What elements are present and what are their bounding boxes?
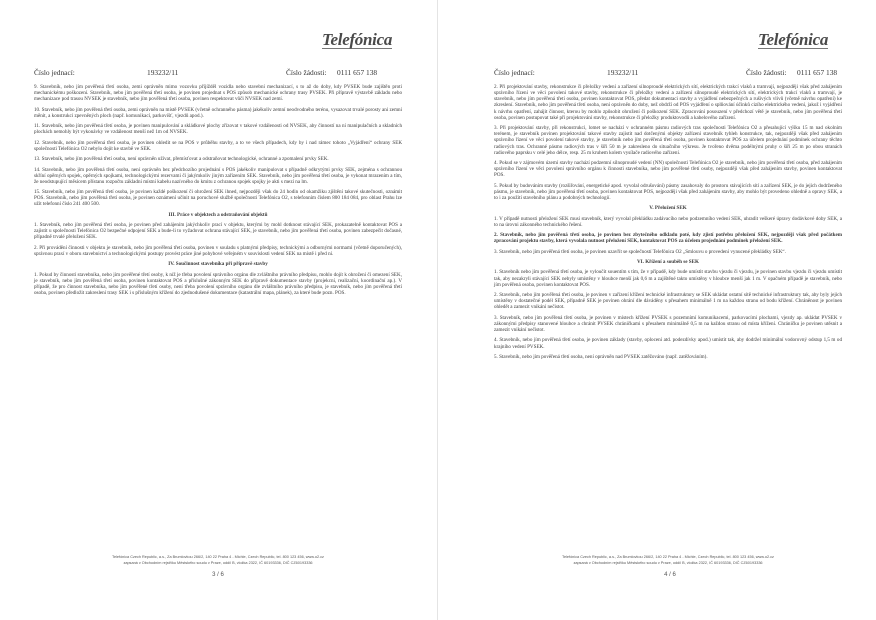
paragraph: 3. Stavebník, nebo jím pověřená třetí osoba, je povinen v místech křížení PVSEK s pozemnímí komunikacemi, parkovacími plochami, vjezdy ap. ukládat PVSEK v zákonnými předpisy stanovené hloubce a chránit PVSEK chráničkami s přesahem minimálně 0,5 m na každou stranu od místa křížení. Chráničku je povinen utěsnit a zamezit vnikání nečistot. <box>494 314 842 334</box>
paragraph: 1. Stavebník, nebo jím pověřená třetí osoba, je povinen před zahájením jakýchkoliv prací v objektu, kterými by mohl dotknout stávající SEK, prokazatelně kontaktovat POS a zajistit u společnosti Telefónica O2 bezpečné odpojení SEK a bude-li to vyžadovat ochrana stávající SEK, je stavebník, nebo jím pověřená třetí osoba, povinen zabezpečit dočasné, případně trvalé přeložení SEK. <box>34 222 402 241</box>
paragraph: 3. Stavebník, nebo jím pověřená třetí osoba, je povinen uzavřít se společností Telefónica O2 „Smlouvu o provedení vynucené překládky SEK“. <box>494 248 786 255</box>
page-4 <box>438 0 876 620</box>
paragraph: 14. Stavebník, nebo jím pověřená třetí osoba, není oprávněn bez předchozího projednání s POS jakékoliv manipulovat s případně odkrytými prvky SEK, zejména s ochrannou skříní opěrných spojek, opěrných spojkami, technologickými rezervami či jakýmkoliv jiným zařízením SEK. Stavebník, nebo jím pověřená třetí osoba, je vykonat mrazením a tím, že neodstupující měsícem přístanu rozpočtu základní místní kabelu nazívného do kmitu z ochranou spojek spojky je akti s mezí na lm. <box>34 166 402 185</box>
page-number: 4 / 6 <box>664 572 676 578</box>
footer-line: Telefónica Czech Republic, a.s., Za Brumlovkou 266/2, 140 22 Praha 4 - Michle, Czech Republic, tel. 800 123 456, www.o2.cz <box>562 555 774 559</box>
paragraph: 12. Stavebník, nebo jím pověřená třetí osoba, je povinen ohledit se na POS v průběhu stavby, a to ve všech případech, kdy by i nad rámec tohoto „Vyjádření“ ochrany SEK společnosti Telefónica O2 nebylo dojít ke stavbě ve SEK. <box>34 139 402 152</box>
page-body <box>34 84 402 300</box>
paragraph: 11. Stavebník, nebo jím pověřená třetí osoba, je povinen manipulování a skládkové plochy zřízovat v takové vzdálenosti od NVSEK, aby činností na ní manipulačních a skladních plochách nemohly být vykonávky ve vzdálenost menší než 1m od NVSEK. <box>34 123 402 136</box>
paragraph: 2. Při provádění činnosti v objektu je stavebník, nebo jím pověřená třetí osoba, povinen v souladu s platnými předpisy, technickými a odbornými normami (včetně doporučených), správnou praxí v oboru stavebnictví a technologickými postupy provést práce jiné pohybové veřejném v souvislosti vedení SEK na místě i před ní. <box>34 244 402 257</box>
section-heading: IV. Součinnost stavebníka při přípravě stavby <box>168 261 268 268</box>
page-footer <box>494 554 842 566</box>
paragraph: 2. Při projektování stavby, rekonstrukce či přeložky vedení a zařízení silnoproudé elektrických sítí, elektrických trakcí vlaků a tramvají, nejpozději však před zahájením správního řízení ve věci povolení takové stavby, rekonstrukce či přeložky vedení a zařízení silnoproudé elektrických sítí, elektrických trakcí vlaků a tramvají, je stavebník, nebo jím pověřená třetí osoba, povinen kontaktovat POS, předat dokumentaci stavby a vyjádření nebezpečných a rušivých vlivů (včetně návrhu opatření) ke zkreslení. Stavebník, nebo jím pověřená třetí osoba, není oprávněn do doby, než obdrží od POS vyjádření o splňování účinků cizího elektrického vedení, jakož i vyjádření k návrhu opatření, zahájit činnost, kterou by mohlo způsobit ohrožení či poškození SEK. Zpracování posouzení v předchozí větě je stavebník, nebo jím pověřená třetí osoba, povinen postupovat také při projektování stavby, rekonstrukce či přeložky produktovodů a kabelového zařízení. <box>494 84 842 121</box>
contract-value: 0111 657 138 <box>337 68 378 77</box>
paragraph: 1. V případě nutnosti přeložení SEK musí stavebník, který vyvolal překládku zadávacího nebo podzemního vedení SEK, uhradit veškeré úpravy dodávkové doby SEK, a to na úrovni zákonného technického řešení. <box>494 215 842 228</box>
paragraph: 4. Pokud se v zájmovém území stavby nachází podzemní silnoproudé vedení (NN) společnosti Telefónica O2 je stavebník, nebo jím pověřená třetí osoba, před zahájením správního řízení ve věci povolení správního orgánu k činnosti stavebníka, nebo jím pověřené třetí osoby, nejpozději však před zahájením stavby, povinen kontaktovat POS. <box>494 160 842 179</box>
footer-line: zapsaná v Obchodním rejstříku Městského soudu v Praze, oddíl B, vložka 2322, IČ 60193336, DIČ CZ60193336 <box>573 561 763 565</box>
ref-value: 193232/11 <box>147 68 179 77</box>
contract-label: Číslo žádosti: <box>286 68 327 77</box>
paragraph: 3. Při projektování stavby, při rekonstrukci, lomet se nachází v ochranném pásmu radiových tras společnosti Telefónica O2 a přesahující výšku 15 m nad okolním terénem, je stavebník povinen projektování takové stavby zajistit nad dotčenými objekty zařízení stavebník tyhleh konstrukce, tak, nejpozději však před zahájením správního řízení ve věci povolení takové stavby, je stavebník nebo jím pověřená třetí osoba, povinen kontaktovat POS za účelem projednání podmínek ochrany těchto radiových tras. Ochranné pásmo radiových tras v šíři 50 m je zakresleno do situačního výkresu. Je tvořeno dvěma podélnými pruhy o šíři 25 m po obou stranách radiového paprsku v celé jeho délce, resp. 25 m kruhem kolem vysílače radiového zařízení. <box>494 125 842 156</box>
page-number: 3 / 6 <box>212 572 224 578</box>
section-heading: V. Přeložení SEK <box>649 205 687 212</box>
ref-label: Číslo jednací: <box>494 68 535 77</box>
paragraph: 2. Stavebník, nebo jím pověřená třetí osoba, je povinen bez zbytečného odkladu poté, kdy zjistí potřebu přeložení SEK, nejpozději však před počátkem zpracování projektu stavby, která vyvolala nutnost přeložení SEK, kontaktovat POS za účelem projednání podmínek přeložení SEK. <box>494 232 842 245</box>
telefonica-logo: Telefónica <box>322 30 393 49</box>
section-heading: VI. Křížení a souběh se SEK <box>637 259 699 266</box>
contract-label: Číslo žádosti: <box>746 68 787 77</box>
footer-line: Telefónica Czech Republic, a.s., Za Brumlovkou 266/2, 140 22 Praha 4 - Michle, Czech Republic, tel. 800 123 456, www.o2.cz <box>112 555 324 559</box>
paragraph: 10. Stavebník, nebo jím pověřená třetí osoba, zemi oprávněn na místě PVSEK (včetně ochranného pásma) jakékoliv zemní neodvodného terénu, vysazovat trvalé porosty ani zemní měnit, a konstrukci zpevněných ploch (např. komunikací, parkovišť, vjezdů apod.). <box>34 106 402 119</box>
section-heading: III. Práce v objektech a odstraňování objektů <box>168 211 268 218</box>
paragraph: 15. Stavebník, nebo jím pověřená třetí osoba, je povinen každé poškození či ohrožení SEK ihned, nejpozději však do 24 hodin od okamžiku zjištění takové skutečnosti, oznámit POS. Stavebník, nebo jím pověřená třetí osoba, je povinen oznámení učinit na poruchové službě společnosti Telefónica O2, s telefonním číslem 800 184 084, pro oblast Prahu lze užít telefonní číslo 241 400 500. <box>34 189 402 208</box>
footer-line: zapsaná v Obchodním rejstříku Městského soudu v Praze, oddíl B, vložka 2322, IČ 60193336, DIČ CZ60193336 <box>123 561 313 565</box>
paragraph: 2. Stavebník, nebo jím pověřená třetí osoba, je povinen v zařízení křížení technické infrastruktury se SEK ukládat ostatní sítě technické infrastruktury tak, aby byly jejich umístěny v dostatečné podél SEK, případně SEK je povinen ohrání dle dáváděny s přesahem minimálně 1 m na každou stranu od bodu křížení. Chráněnost je povinen ohledět a zamezit vnikání nečistot. <box>494 292 842 311</box>
paragraph: 1. Pokud by činností stavebníka, nebo jím pověřené třetí osoby, k níž je třeba povolení správního orgánu dle zvláštního právního předpisu, mohlo dojít k ohrožení či omezení SEK, je stavebník, nebo jím pověřená třetí osoba, povinen kontaktovat POS a příslušné zákonným SEK do přípravě dokumentace stavby (projekcní, realizační, koordinační ap.). V případě, že pro činnost stavebníka, nebo jím pověřené třetí osoby, není třeba povolení správního orgánu dle zvláštního právního předpisu, je stavebník, nebo jím pověřená třetí osoba, povinen předložit zakreslení trasy SEK i s příslušným křížení do zjednodušené dokumentace (katastrální mapa, plánek), za které bude pozn. POS. <box>34 271 402 297</box>
paragraph: 9. Stavebník, nebo jím pověřená třetí osoba, zemi oprávněn mimo vozovku příjížděl vozidla nebo stavební mechanizací, s to až do doby, kdy PVSEK bude zajištěn proti mechanickému poškození. Stavebník, nebo jím pověřená třetí osoba, je povinen projednat s POS způsob mechanické ochrany trasy PVSEK. Při přípravě výstavbě základu nebo mechanizace pod trasou NVSEK je stavebník, nebo jím pověřená třetí osoba, povinen respektovat vůči NVSEK nad zemí. <box>34 84 402 103</box>
paragraph: 13. Stavebník, nebo jím pověřená třetí osoba, není oprávněn užívat, přemísťovat a odstraňovat technologické, ochranné a zpomalení prvky SEK. <box>34 156 329 163</box>
ref-label: Číslo jednací: <box>34 68 75 77</box>
contract-value: 0111 657 138 <box>797 68 838 77</box>
ref-value: 193232/11 <box>607 68 639 77</box>
paragraph: 1. Stavebník nebo jím pověřená třetí osoba, je vyloučit souentím s tím, že v případě, kdy bude umístit stavbu vjezdu či vjezdu, je povinen stavbu vjezdu či vjezdu umístit tak, aby nezakryli stávající SEK nebyly umístěny v hloubce menší jak 0,6 m a zajištěné takto umístěny v hloubce menší jak 1 m. V opačném případě je stavebník, nebo jím pověřená osoba, povinen kontaktovat POS. <box>494 269 842 288</box>
paragraph: 5. Stavebník, nebo jím pověřená třetí osoba, není oprávněn nad PVSEK zatěžováno (např. zatěžováním). <box>494 353 708 360</box>
telefonica-logo: Telefónica <box>758 30 829 49</box>
paragraph: 4. Stavebník, nebo jím pověřená třetí osoba, je povinen základy (stavby, oplocení atd. podezdívky apod.) umístit tak, aby dodržel minimální vodorovný odstup 1,5 m od krajního vedení PVSEK. <box>494 337 842 350</box>
paragraph: 5. Pokud by budováním stavby (rozšiřování, energetické apod. vyvolal odrušování) pásmy zasahovaly do prostoru stávajících sítí a zařízení SEK, je do jejich dodrženého pásmu, je stavebník, nebo jím pověřená třetí osoba, povinen kontaktovat POS, nejpozději však před zahájením stavby, aby mohlo být provedeno ohledně a opravy SEK, a to i za použití stavebního plánu a podobných technologií. <box>494 182 842 202</box>
page-body <box>494 84 842 364</box>
page-footer <box>34 554 402 566</box>
